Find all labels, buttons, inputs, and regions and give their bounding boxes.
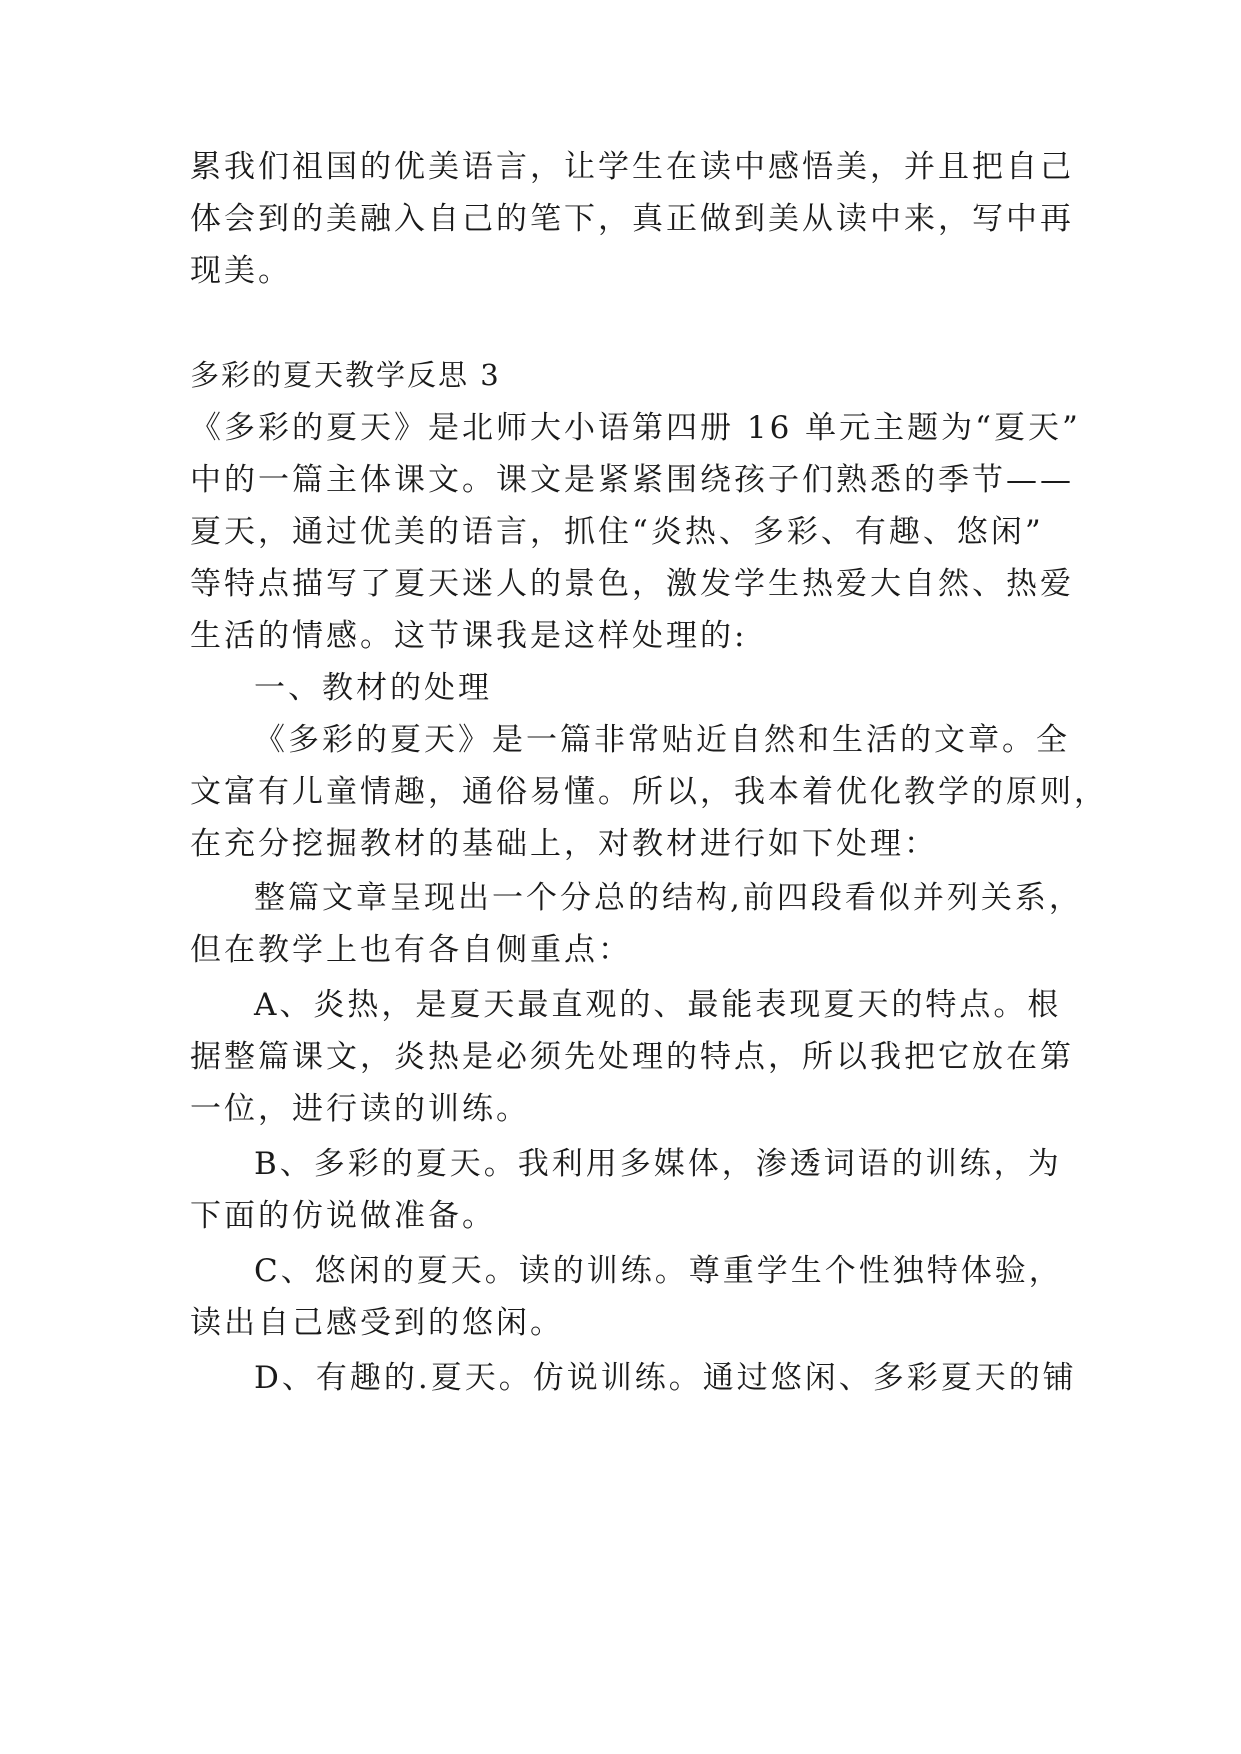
text-line: 整篇文章呈现出一个分总的结构,前四段看似并列关系， <box>254 880 1083 916</box>
text-line: 累我们祖国的优美语言，让学生在读中感悟美，并且把自己 <box>190 149 1074 185</box>
text-line: D、有趣的.夏天。仿说训练。通过悠闲、多彩夏天的铺 <box>254 1360 1077 1396</box>
text-line: 文富有儿童情趣，通俗易懂。所以，我本着优化教学的原则， <box>190 774 1108 810</box>
text-line: 据整篇课文，炎热是必须先处理的特点，所以我把它放在第 <box>190 1039 1074 1075</box>
section-title: 多彩的夏天教学反思 3 <box>190 358 501 392</box>
text-line: B、多彩的夏天。我利用多媒体，渗透词语的训练，为 <box>254 1146 1062 1182</box>
text-line: 生活的情感。这节课我是这样处理的: <box>190 618 748 654</box>
text-line: 《多彩的夏天》是一篇非常贴近自然和生活的文章。全 <box>254 722 1070 758</box>
text-line: 但在教学上也有各自侧重点： <box>190 932 632 968</box>
text-line: 下面的仿说做准备。 <box>190 1198 496 1234</box>
text-line: A、炎热，是夏天最直观的、最能表现夏天的特点。根 <box>254 987 1062 1023</box>
text-line: 体会到的美融入自己的笔下，真正做到美从读中来，写中再 <box>190 201 1074 237</box>
text-line: 《多彩的夏天》是北师大小语第四册 16 单元主题为“夏天” <box>190 410 1081 446</box>
text-line: 一位，进行读的训练。 <box>190 1091 530 1127</box>
text-line: 夏天，通过优美的语言，抓住“炎热、多彩、有趣、悠闲” <box>190 514 1044 550</box>
text-line: 在充分挖掘教材的基础上，对教材进行如下处理： <box>190 826 938 862</box>
text-line: 中的一篇主体课文。课文是紧紧围绕孩子们熟悉的季节—— <box>190 462 1074 498</box>
text-line: 读出自己感受到的悠闲。 <box>190 1305 564 1341</box>
text-line: C、悠闲的夏天。读的训练。尊重学生个性独特体验， <box>254 1253 1063 1289</box>
text-line: 等特点描写了夏天迷人的景色，激发学生热爱大自然、热爱 <box>190 566 1074 602</box>
subheading: 一、教材的处理 <box>254 670 492 706</box>
text-line: 现美。 <box>190 253 292 289</box>
